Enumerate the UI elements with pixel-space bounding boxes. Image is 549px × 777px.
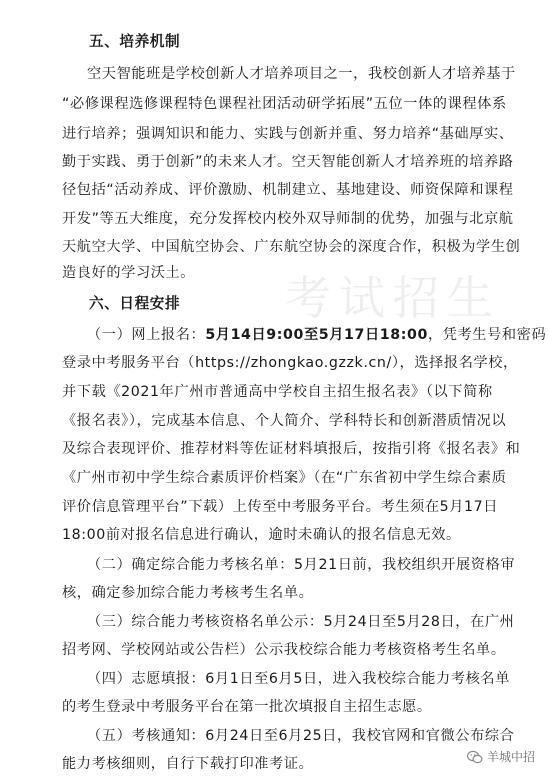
item1-suffix: ，凭考生号和密码 (427, 327, 547, 343)
section5-line: 开发”等五大维度，充分发挥校内校外双导师制的优势，加强与北京航 (62, 211, 514, 227)
section5-line: 造良好的学习沃土。 (62, 265, 196, 281)
item1-line: 18:00前对报名信息进行确认，逾时未确认的报名信息无效。 (62, 527, 461, 543)
item1-line: 并下载《2021年广州市普通高中学校自主招生报名表》（以下简称 (62, 384, 493, 400)
item1-line: 评价信息管理平台”下载）上传至中考服务平台。考生须在5月17日 (62, 499, 499, 515)
source-footer (467, 748, 535, 765)
item1-prefix: （一）网上报名： (87, 327, 206, 343)
registration-period: 5月14日9:00至5月17日18:00 (205, 327, 428, 343)
watermark: 考试招生 (285, 271, 501, 325)
wechat-icon (467, 750, 483, 764)
item1-line: 登录中考服务平台（https://zhongkao.gzzk.cn/），选择报名学校， (62, 355, 518, 371)
item1-line: 及综合表现评价、推荐材料等佐证材料填报后，按指引将《报名表》和 (62, 441, 521, 457)
section5-line: 空天智能班是学校创新人才培养项目之一，我校创新人才培养基于 (87, 66, 516, 82)
item1-line: 《报名表》），完成基本信息、个人简介、学科特长和创新潜质情况以 (62, 413, 507, 429)
item3-line: （三）综合能力考核资格名单公示：5月24日至5月28日，在广州 (87, 614, 515, 630)
source-label: 羊城中招 (486, 750, 535, 764)
item1-first-line (0, 325, 549, 345)
section5-line: 进行培养；强调知识和能力、实践与创新并重、努力培养“基础厚实、 (62, 126, 514, 142)
section5-heading: 五、培养机制 (89, 33, 181, 50)
item5-line: 能力考核细则，自行下载打印准考证。 (62, 756, 314, 772)
section5-line: 径包括“活动养成、评价激励、机制建立、基地建设、师资保障和课程 (62, 182, 514, 198)
section5-line: “必修课程选修课程特色课程社团活动研学拓展”五位一体的课程体系 (62, 96, 507, 112)
section5-line: 天航空大学、中国航空协会、广东航空协会的深度合作，积极为学生创 (62, 239, 521, 255)
item2-line: （二）确定综合能力考核名单：5月21日前，我校组织开展资格审 (87, 557, 516, 573)
item3-line: 招考网、学校网站或公告栏）公示我校综合能力考核资格考生名单。 (62, 642, 506, 658)
item1-line: 《广州市初中学生综合素质评价档案》（在“广东省初中学生综合素质 (62, 470, 507, 486)
item4-line: 的考生登录中考服务平台在第一批次填报自主招生志愿。 (62, 699, 432, 715)
item4-line: （四）志愿填报：6月1日至6月5日，进入我校综合能力考核名单 (87, 671, 510, 687)
section5-line: 勤于实践、勇于创新”的未来人才。空天智能创新人才培养班的培养路 (62, 154, 514, 170)
item5-line: （五）考核通知：6月24日至6月25日，我校官网和官微公布综合 (87, 728, 515, 744)
section6-heading: 六、日程安排 (89, 295, 181, 312)
item2-line: 核，确定参加综合能力考核考生名单。 (62, 585, 314, 601)
